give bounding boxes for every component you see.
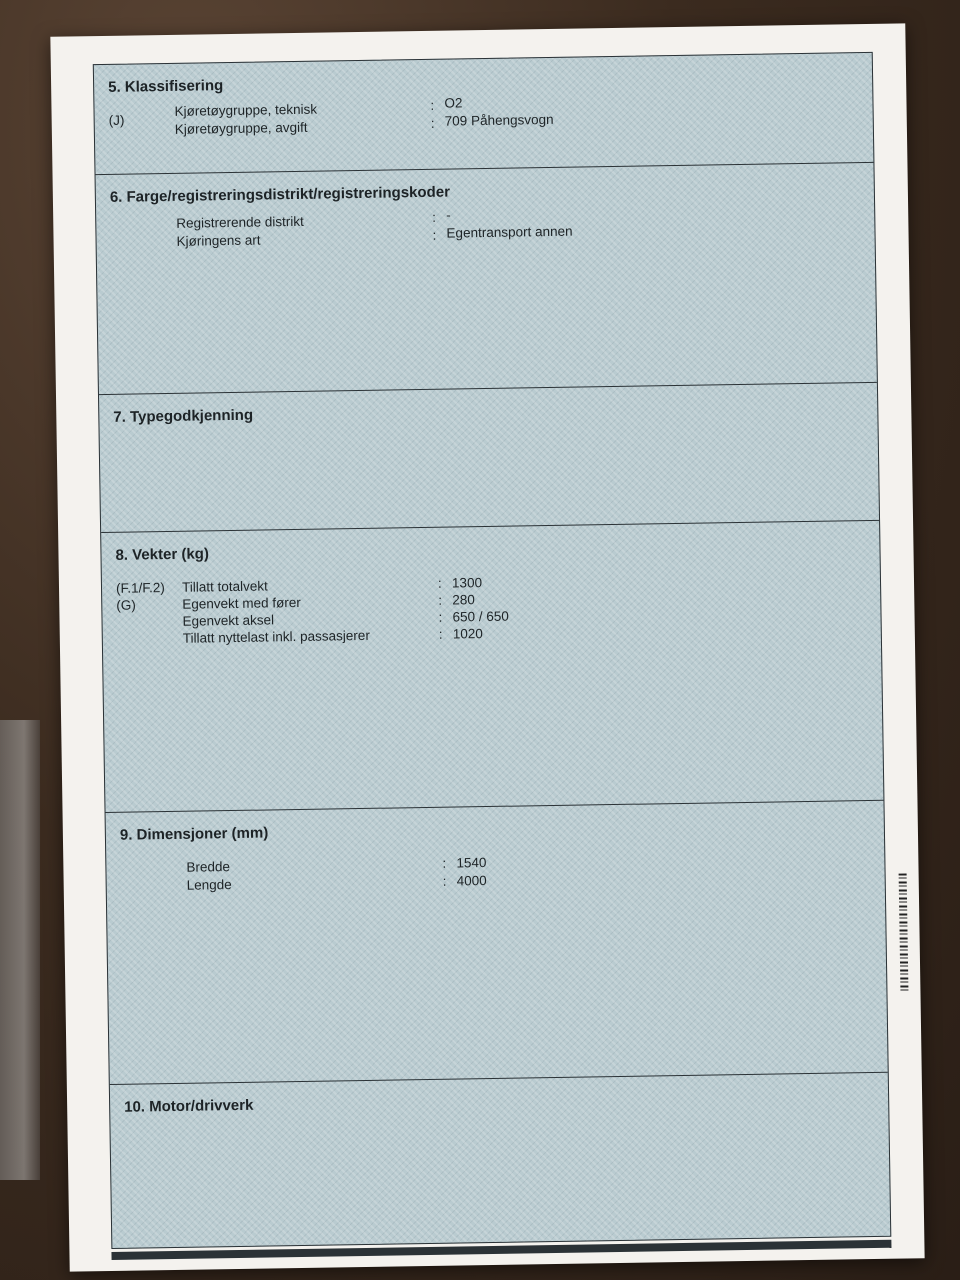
row-label: Registrerende distrikt	[176, 213, 304, 231]
row-value: 650 / 650	[452, 608, 509, 625]
row-label: Kjøretøygruppe, teknisk	[174, 101, 318, 119]
row-colon: :	[430, 97, 435, 113]
row-label: Egenvekt med fører	[182, 594, 301, 612]
section-klassifisering	[94, 53, 874, 175]
section-title: 7. Typegodkjenning	[113, 406, 254, 426]
row-label: Egenvekt aksel	[182, 612, 275, 629]
row-value: O2	[444, 95, 463, 111]
row-colon: :	[442, 873, 447, 889]
section-farge-registreringsdistrikt	[96, 163, 877, 395]
row-label: Tillatt nyttelast inkl. passasjerer	[182, 627, 370, 646]
row-colon: :	[438, 626, 443, 642]
row-label: Kjøretøygruppe, avgift	[174, 119, 308, 137]
row-label: Bredde	[186, 859, 231, 875]
row-label: Kjøringens art	[176, 232, 261, 249]
section-title: 10. Motor/drivverk	[124, 1096, 254, 1116]
registration-document	[50, 23, 924, 1271]
row-label: Tillatt totalvekt	[181, 578, 268, 595]
row-value: 1540	[456, 855, 487, 871]
row-code: (F.1/F.2)	[115, 580, 165, 596]
section-motor-drivverk	[110, 1073, 890, 1250]
section-title: 8. Vekter (kg)	[115, 545, 210, 564]
form-frame	[93, 52, 892, 1249]
row-code: (J)	[108, 112, 125, 128]
row-label: Lengde	[186, 877, 232, 893]
barcode-edge	[899, 873, 909, 993]
row-value: -	[446, 207, 451, 223]
section-typegodkjenning	[99, 383, 879, 533]
section-vekter	[101, 521, 883, 813]
row-value: 4000	[456, 873, 487, 889]
row-colon: :	[438, 592, 443, 608]
row-value: Egentransport annen	[446, 223, 573, 241]
section-dimensjoner	[106, 801, 888, 1085]
section-title: 6. Farge/registreringsdistrikt/registreringskoder	[109, 183, 451, 206]
row-colon: :	[437, 575, 442, 591]
section-title: 5. Klassifisering	[108, 77, 224, 96]
row-colon: :	[430, 115, 435, 131]
section-title: 9. Dimensjoner (mm)	[119, 824, 269, 844]
row-value: 280	[452, 592, 475, 608]
row-value: 1020	[452, 626, 483, 642]
row-value: 1300	[451, 575, 483, 591]
row-colon: :	[442, 855, 447, 871]
row-value: 709 Påhengsvogn	[444, 111, 554, 129]
row-colon: :	[438, 609, 443, 625]
row-colon: :	[432, 209, 437, 225]
row-colon: :	[432, 227, 437, 243]
row-code: (G)	[116, 597, 136, 613]
background-object	[0, 720, 40, 1180]
